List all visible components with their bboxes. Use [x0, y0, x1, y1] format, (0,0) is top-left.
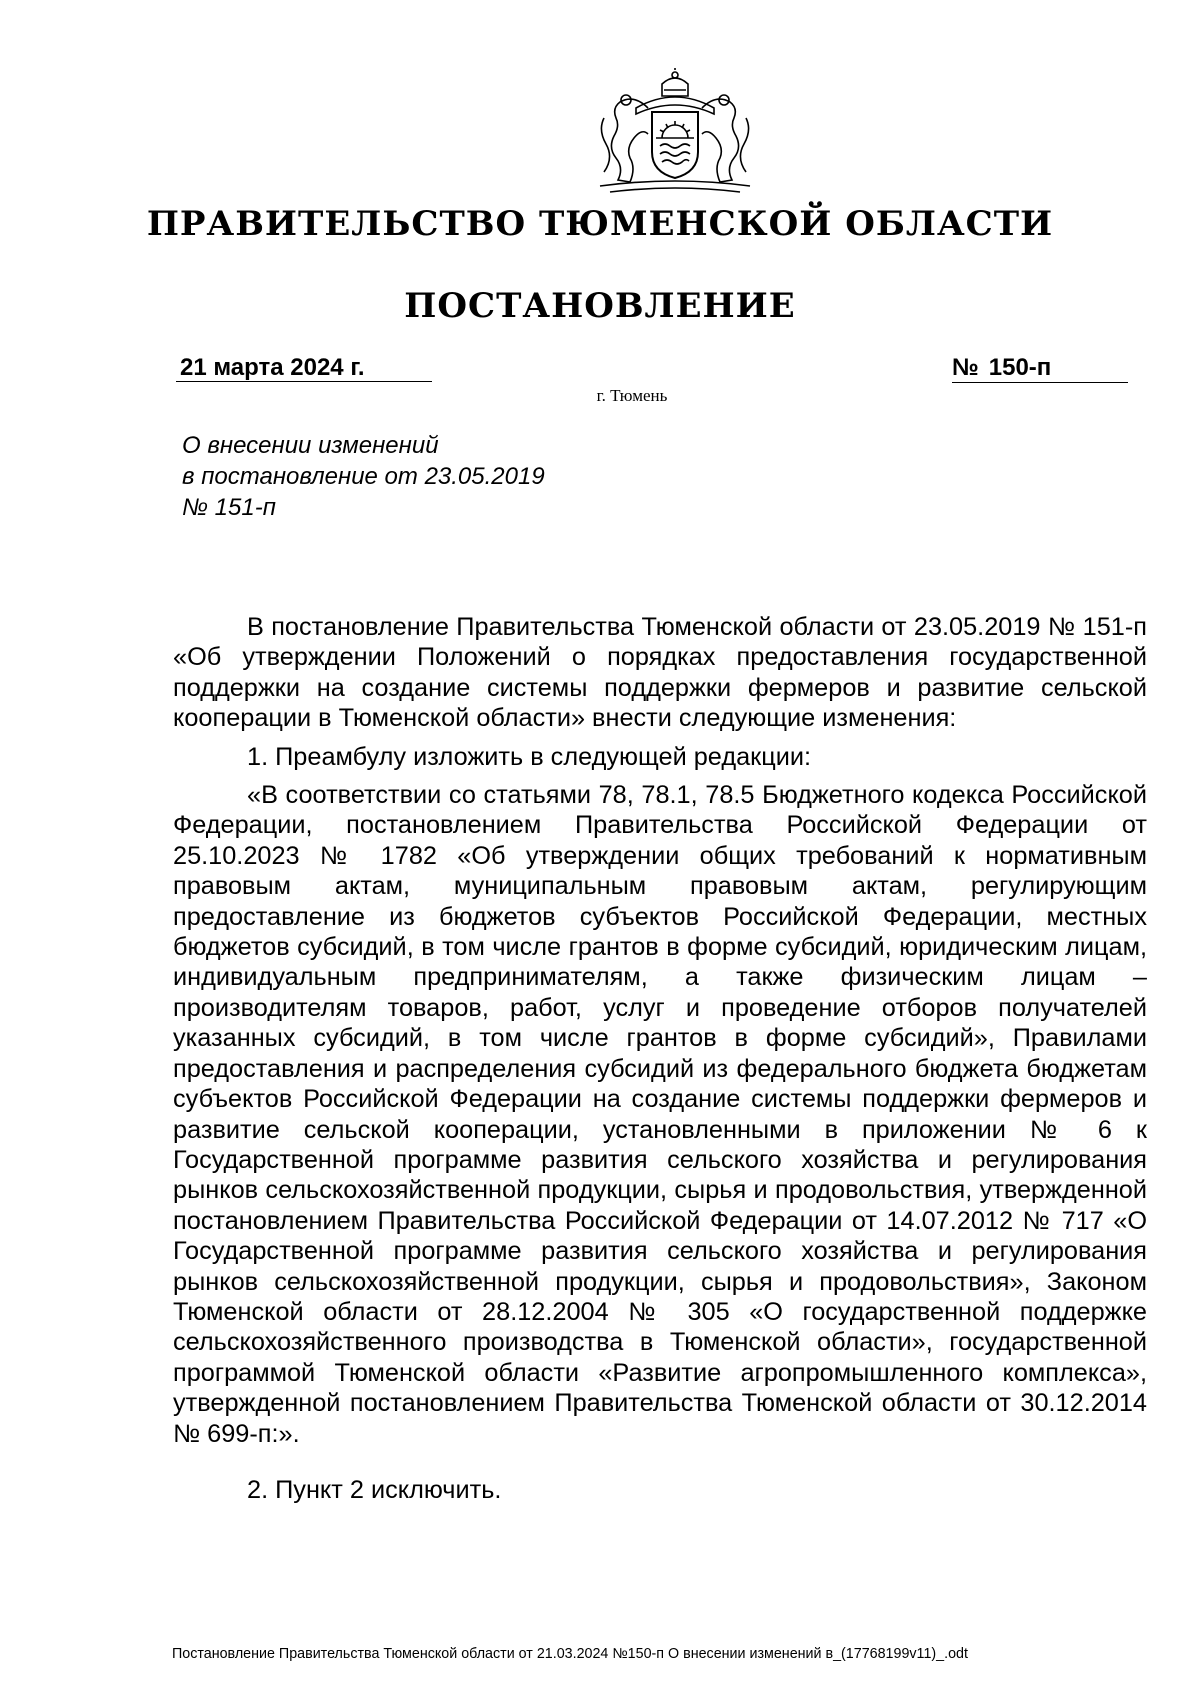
organization-title: ПРАВИТЕЛЬСТВО ТЮМЕНСКОЙ ОБЛАСТИ [146, 204, 1054, 244]
document-footer: Постановление Правительства Тюменской области от 21.03.2024 №150-п О внесении изменений в_(17768199v11)_.odt [172, 1646, 968, 1662]
body-paragraph: «В соответствии со статьями 78, 78.1, 78.5 Бюджетного кодекса Российской Федерации, постановлением Правительства Российской Федерации от 25.10.2023 № 1782 «Об утверждении общих требований к нормативным правовым актам, муниципальным правовым актам, регулирующим предоставление из бюджетов субъектов Российской Федерации, местных бюджетов субсидий, в том числе грантов в форме субсидий, юридическим лицам, индивидуальным предпринимателям, а также физическим лицам – производителям товаров, работ, услуг и проведение отборов получателей указанных субсидий, в том числе грантов в форме субсидий», Правилами предоставления и распределения субсидий из федерального бюджета бюджетам субъектов Российской Федерации на создание системы поддержки фермеров и развитие сельской кооперации, установленными в приложении № 6 к Государственной программе развития сельского хозяйства и регулирования рынков сельскохозяйственной продукции, сырья и продовольствия, утвержденной постановлением Правительства Российской Федерации от 14.07.2012 № 717 «О Государственной программе развития сельского хозяйства и регулирования рынков сельскохозяйственной продукции, сырья и продовольствия», Законом Тюменской области от 28.12.2004 № 305 «О государственной поддержке сельскохозяйственного производства в Тюменской области», государственной программой Тюменской области «Развитие агропромышленного комплекса», утвержденной постановлением Правительства Тюменской области от 30.12.2014 № 699-п:». [173, 781, 1147, 1448]
subject-line: в постановление от 23.05.2019 [182, 463, 545, 490]
document-type-heading: ПОСТАНОВЛЕНИЕ [404, 286, 796, 326]
document-number [952, 354, 1128, 383]
coat-of-arms-icon [590, 68, 760, 198]
body-paragraph: 2. Пункт 2 исключить. [247, 1475, 502, 1504]
body-paragraph: В постановление Правительства Тюменской области от 23.05.2019 № 151-п «Об утверждении Положений о порядках предоставления государственной поддержки на создание системы поддержки фермеров и развитие сельской кооперации в Тюменской области» внести следующие изменения: [173, 613, 1147, 733]
document-date: 21 марта 2024 г. [176, 354, 432, 382]
document-body [173, 612, 1147, 1505]
body-paragraph: 1. Преамбулу изложить в следующей редакции: [247, 742, 811, 771]
subject-line: О внесении изменений [182, 432, 439, 459]
document-subject [182, 430, 682, 523]
number-sign: № [952, 354, 979, 381]
subject-line: № 151-п [182, 494, 276, 521]
number-value: 150-п [988, 354, 1052, 381]
city-label: г. Тюмень [596, 386, 668, 405]
